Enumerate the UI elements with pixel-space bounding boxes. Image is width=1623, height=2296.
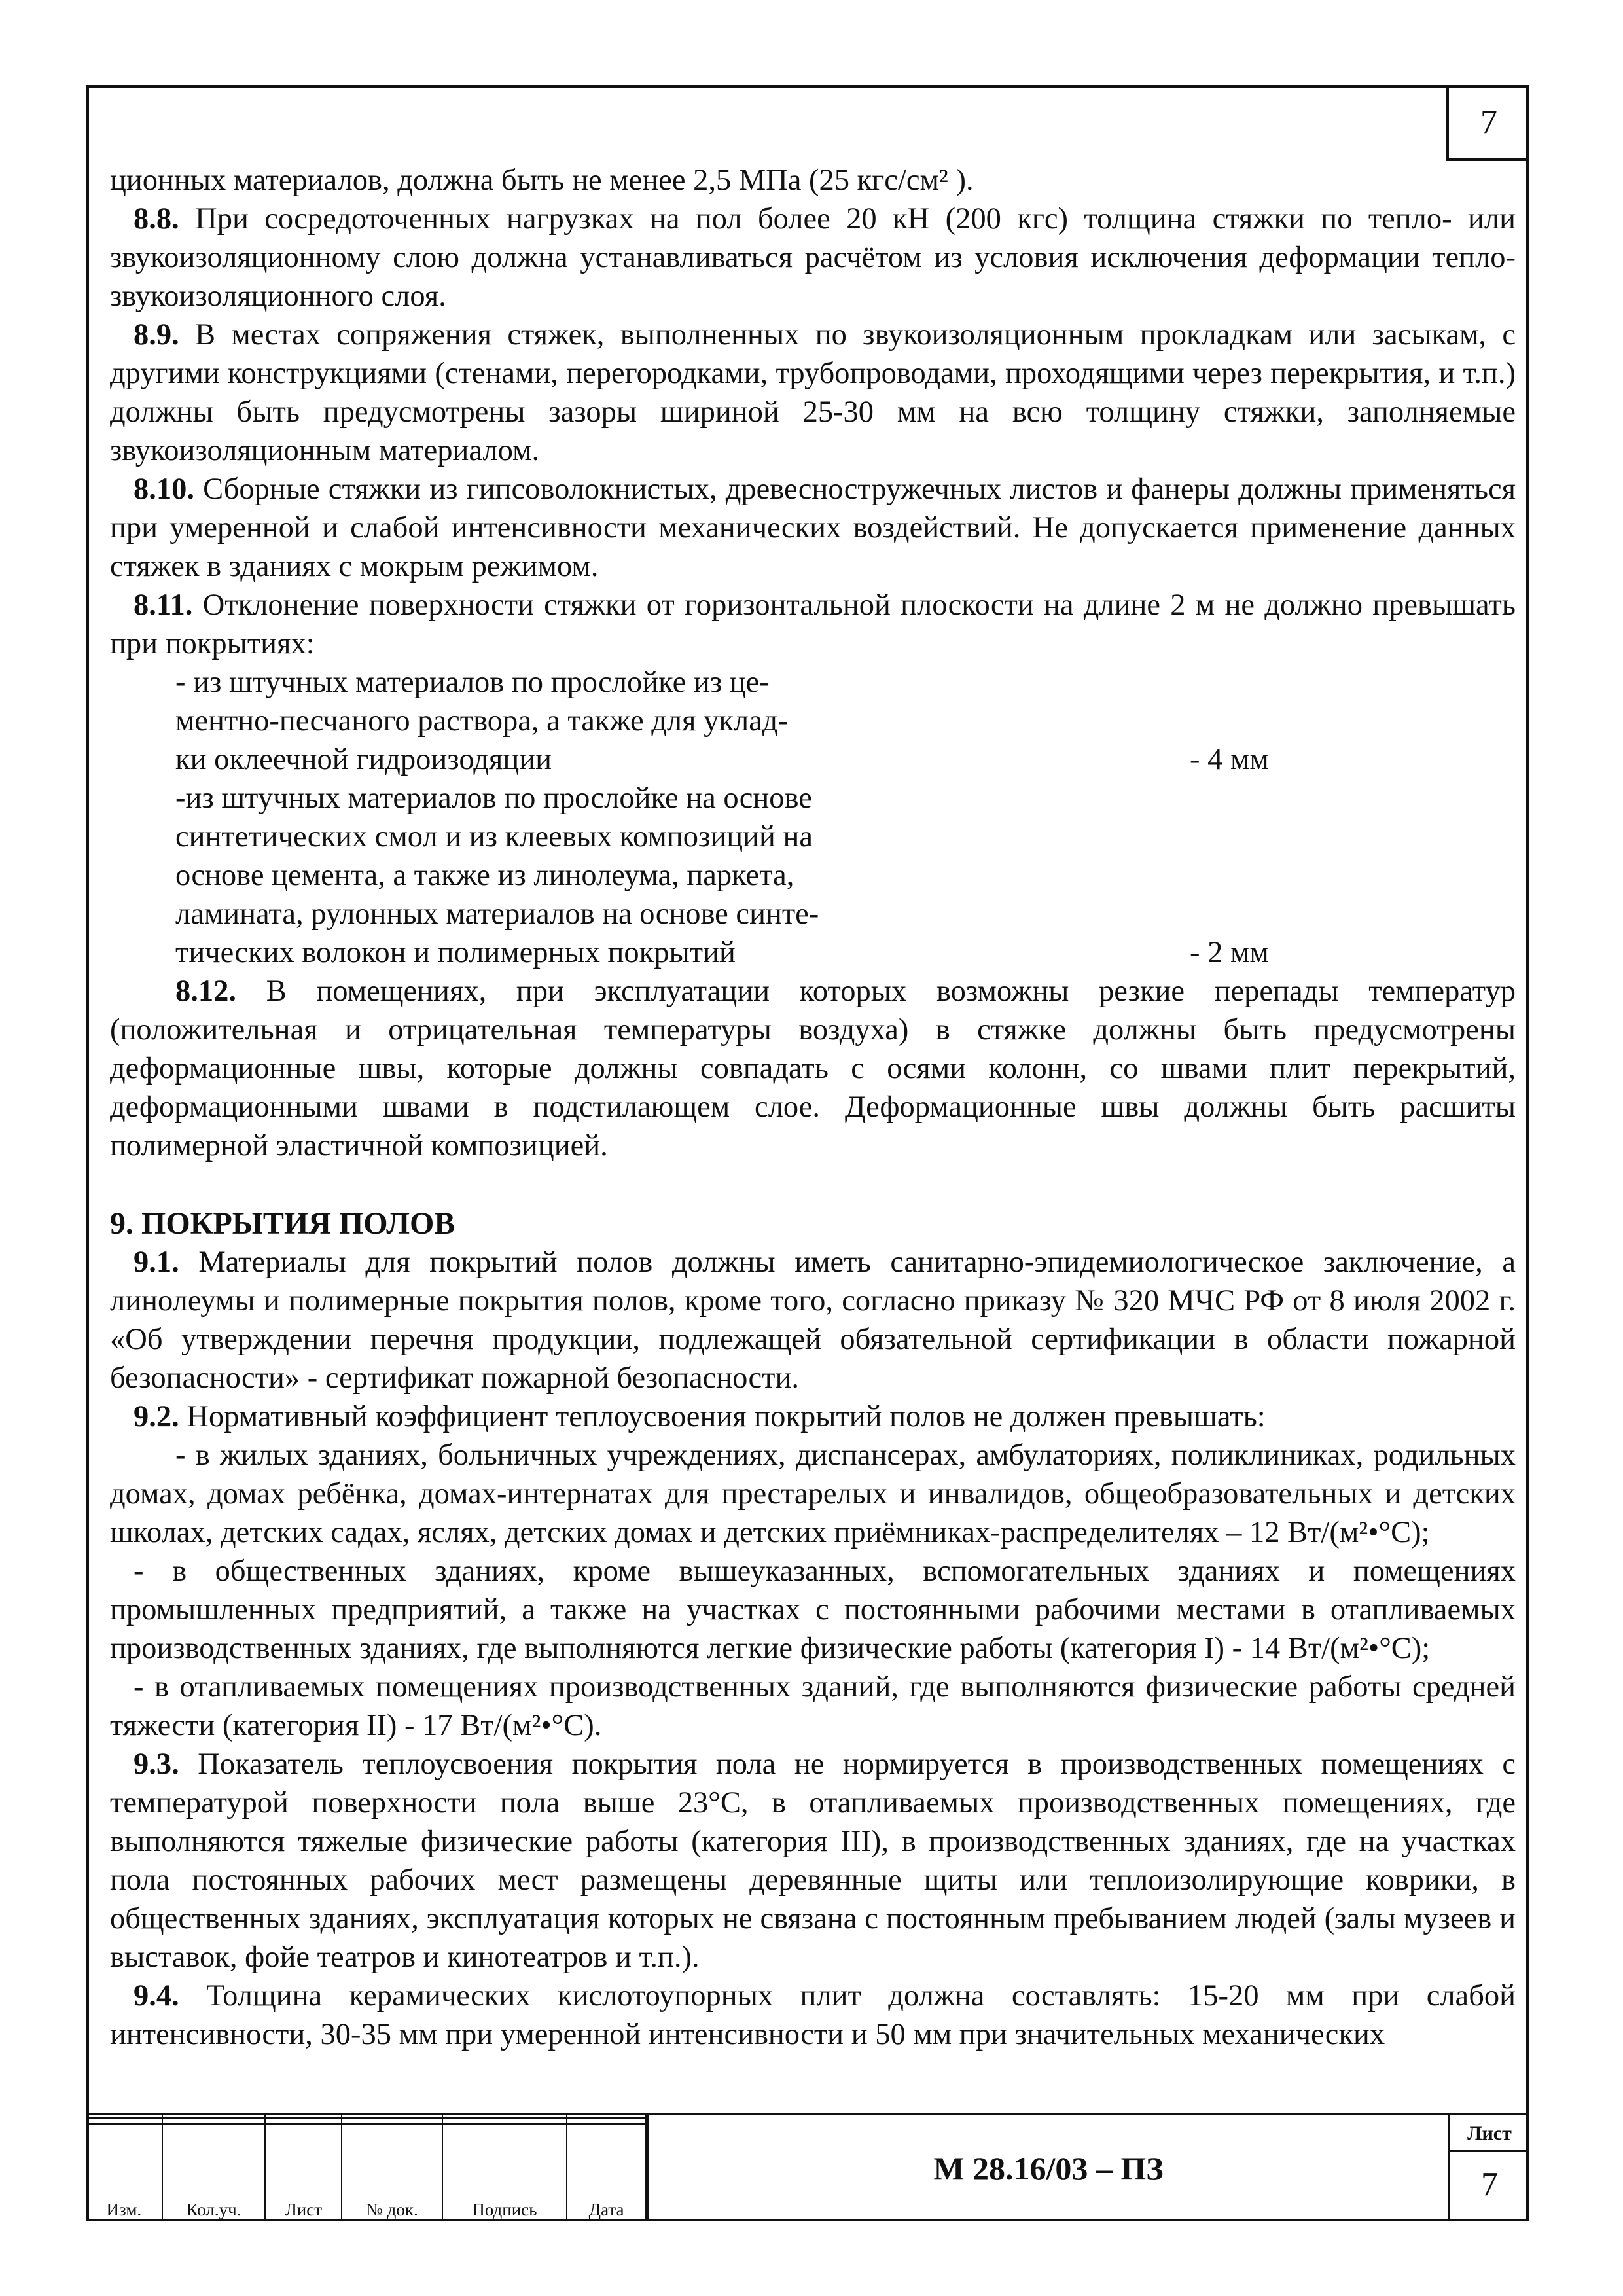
page-number: 7 xyxy=(1480,103,1497,141)
clause-text: Сборные стяжки из гипсоволокнистых, древесностружечных листов и фанеры должны применяться при умеренной и слабой интенсивности механических воздействий. Не допускается применение данных стяжек в зданиях с мокрым режимом. xyxy=(110,473,1516,583)
clause-text: Материалы для покрытий полов должны иметь санитарно-эпидемиологическое заключение, а линолеумы и полимерные покрытия полов, кроме того, согласно приказу № 320 МЧС РФ от 8 июля 2002 г. «Об утверждении перечня продукции, подлежащей обязательной сертификации в области пожарной безопасности» - сертификат пожарной безопасности. xyxy=(110,1246,1516,1395)
tolerance-line xyxy=(175,740,1288,779)
paragraph-8-12 xyxy=(110,972,1516,1165)
tolerance-line: - из штучных материалов по прослойке из це- xyxy=(175,666,770,699)
tolerance-value: - 4 мм xyxy=(1190,743,1269,776)
paragraph-9-1 xyxy=(110,1243,1516,1397)
sheet-cell xyxy=(1448,2115,1529,2221)
clause-text: Нормативный коэффициент теплоусвоения покрытий полов не должен превышать: xyxy=(179,1400,1266,1433)
clause-number: 8.12. xyxy=(175,975,236,1008)
tolerance-text: тических волокон и полимерных покрытий xyxy=(175,936,736,969)
clause-number: 9.2. xyxy=(134,1400,179,1433)
paragraph-continuation: ционных материалов, должна быть не менее 2,5 МПа (25 кгс/см² ). xyxy=(110,164,974,197)
tolerance-line: ментно-песчаного раствора, а также для уклад- xyxy=(175,704,788,738)
paragraph-9-2-item: - в общественных зданиях, кроме вышеуказанных, вспомогательных зданиях и помещениях промышленных предприятий, а также на участках с постоянными рабочими местами в отапливаемых производственных зданиях, где выполняются легкие физические работы (категория I) - 14 Вт/(м²•°С); xyxy=(110,1554,1516,1665)
clause-number: 8.8. xyxy=(134,202,179,236)
paragraph-8-11 xyxy=(110,586,1516,663)
col-signature: Подпись xyxy=(442,2124,567,2221)
paragraph-9-2-item: - в жилых зданиях, больничных учреждениях, диспансерах, амбулаториях, поликлиниках, родильных домах, домах ребёнка, домах-интернатах для престарелых и инвалидов, общеобразовательных и детских школах, детских садах, яслях, детских домах и детских приёмниках-распределителях – 12 Вт/(м²•°С); xyxy=(110,1439,1516,1549)
clause-number: 9.4. xyxy=(134,1979,179,2013)
tolerance-line: -из штучных материалов по прослойке на основе xyxy=(175,781,812,815)
col-list: Лист xyxy=(265,2124,342,2221)
tolerance-value: - 2 мм xyxy=(1190,936,1269,969)
sheet-number: 7 xyxy=(1481,2166,1498,2203)
clause-text: Толщина керамических кислотоупорных плит должна составлять: 15-20 мм при слабой интенсивности, 30-35 мм при умеренной интенсивности и 50 мм при значительных механических xyxy=(110,1979,1516,2051)
clause-text: Отклонение поверхности стяжки от горизонтальной плоскости на длине 2 м не должно превышать при покрытиях: xyxy=(110,588,1516,660)
section-heading: 9. ПОКРЫТИЯ ПОЛОВ xyxy=(110,1206,455,1241)
col-doc-number: № док. xyxy=(342,2124,442,2221)
tolerance-line: синтетических смол и из клеевых композиций на xyxy=(175,820,813,853)
clause-number: 8.11. xyxy=(134,588,193,622)
clause-text: Показатель теплоусвоения покрытия пола не нормируется в производственных помещениях с температурой поверхности пола выше 23°С, в отапливаемых производственных помещениях, где выполняются тяжелые физические работы (категория III), в производственных зданиях, где на участках пола постоянных рабочих мест размещены деревянные щиты или теплоизолирующие коврики, в общественных зданиях, эксплуатация которых не связана с постоянным пребыванием людей (залы музеев и выставок, фойе театров и кинотеатров и т.п.). xyxy=(110,1748,1516,1974)
clause-number: 8.10. xyxy=(134,473,194,506)
clause-number: 8.9. xyxy=(134,318,179,351)
tolerance-line xyxy=(175,933,1288,972)
paragraph-8-10 xyxy=(110,470,1516,586)
paragraph-9-4 xyxy=(110,1977,1516,2054)
col-izm: Изм. xyxy=(86,2124,162,2221)
clause-text: При сосредоточенных нагрузках на пол более 20 кН (200 кгс) толщина стяжки по тепло- или звукоизоляционному слою должна устанавливаться расчётом из условия исключения деформации тепло-звукоизоляционного слоя. xyxy=(110,202,1516,313)
paragraph-9-2 xyxy=(110,1397,1516,1436)
paragraph-9-2-item: - в отапливаемых помещениях производственных зданий, где выполняются физические работы средней тяжести (категория II) - 17 Вт/(м²•°С). xyxy=(110,1670,1516,1742)
paragraph-9-3 xyxy=(110,1745,1516,1977)
document-code: М 28.16/03 – ПЗ xyxy=(933,2150,1164,2187)
col-date: Дата xyxy=(567,2124,646,2221)
col-kol-uch: Кол.уч. xyxy=(162,2124,266,2221)
paragraph-8-8 xyxy=(110,200,1516,315)
page-number-box xyxy=(1446,85,1529,161)
document-body xyxy=(110,161,1516,2054)
tolerance-text: ки оклеечной гидроизодяции xyxy=(175,743,552,776)
clause-text: В помещениях, при эксплуатации которых возможны резкие перепады температур (положительная и отрицательная температуры воздуха) в стяжке должны быть предусмотрены деформационные швы, которые должны совпадать с осями колонн, со швами плит перекрытий, деформационными швами в подстилающем слое. Деформационные швы должны быть расшиты полимерной эластичной композицией. xyxy=(110,975,1516,1162)
tolerance-line: ламината, рулонных материалов на основе синте- xyxy=(175,897,819,931)
revision-table xyxy=(86,2115,649,2221)
sheet-label: Лист xyxy=(1450,2115,1529,2152)
clause-number: 9.1. xyxy=(134,1246,179,1279)
clause-text: В местах сопряжения стяжек, выполненных по звукоизоляционным прокладкам или засыкам, с другими конструкциями (стенами, перегородками, трубопроводами, проходящими через перекрытия, и т.п.) должны быть предусмотрены зазоры шириной 25-30 мм на всю толщину стяжки, заполняемые звукоизоляционным материалом. xyxy=(110,318,1516,467)
tolerance-line: основе цемента, а также из линолеума, паркета, xyxy=(175,859,794,892)
paragraph-8-9 xyxy=(110,315,1516,470)
tolerance-list xyxy=(175,663,1288,972)
clause-number: 9.3. xyxy=(134,1748,179,1781)
title-block xyxy=(86,2113,1529,2221)
